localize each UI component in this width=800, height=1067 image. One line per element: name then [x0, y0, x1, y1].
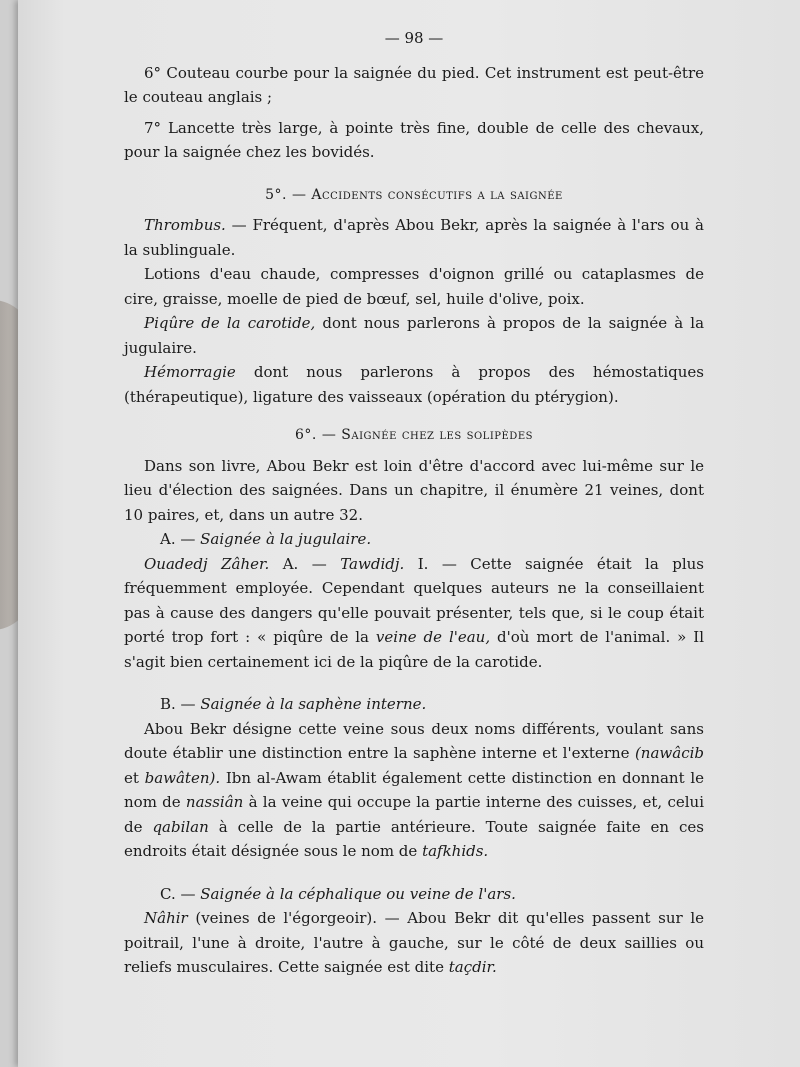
- section-heading-solipedes: 6°. — Saignée chez les solipèdes: [295, 427, 533, 443]
- paragraph-couteau: 6° Couteau courbe pour la saignée du pied. Cet instrument est peut-être le couteau anglais ;: [124, 63, 704, 106]
- paragraph-nahir: [124, 906, 704, 980]
- paragraph-livre: Dans son livre, Abou Bekr est loin d'être d'accord avec lui-même sur le lieu d'élection des saignées. Dans un chapitre, il énumère 21 veines, dont 10 paires, et, dans un autre 32.: [124, 456, 704, 524]
- book-page: [18, 0, 800, 1067]
- ouadedj-text-2: I. — Cette saignée était la plus fréquemment employée. Cependant quelques auteurs ne la conseillaient pas à cause des dangers qu'elle pouvait présenter, tels que, si le coup était porté trop fort : « piqûre de la: [124, 554, 704, 646]
- saphene-text-1: Abou Bekr désigne cette veine sous deux noms différents, voulant sans doute établir une distinction entre la saphène interne et l'externe: [124, 719, 704, 762]
- piqure-text: dont nous parlerons à propos de la saignée à la jugulaire.: [124, 314, 705, 357]
- saphene-text-4: à la veine qui occupe la partie interne des cuisses, et, celui de: [124, 793, 704, 836]
- paragraph-saphene: [124, 717, 704, 864]
- term-veine-eau: veine de l'eau,: [375, 628, 491, 646]
- subsection-a-title: Saignée à la jugulaire.: [195, 530, 372, 548]
- paragraph-ouadedj: [124, 552, 704, 675]
- page-number: — 98 —: [384, 29, 444, 47]
- thrombus-text: — Fréquent, d'après Abou Bekr, après la saignée à l'ars ou à la sublinguale.: [124, 216, 704, 259]
- ouadedj-text-3: d'où mort de l'animal. » Il s'agit bien certainement ici de la piqûre de la carotide.: [124, 628, 705, 671]
- saphene-text-2: et: [124, 768, 145, 787]
- subsection-c-letter: C. —: [160, 884, 196, 903]
- subsection-a-letter: A. —: [160, 530, 196, 548]
- paragraph-hemorragie: [124, 360, 704, 409]
- section-heading-accidents: 5°. — Accidents consécutifs a la saignée: [265, 186, 563, 203]
- term-piqure: Piqûre de la carotide,: [144, 314, 316, 332]
- subsection-b-letter: B. —: [160, 695, 196, 713]
- page-text: [124, 26, 704, 980]
- subsection-a-heading: [124, 527, 704, 552]
- term-thrombus: Thrombus.: [144, 216, 226, 234]
- paragraph-lotions: Lotions d'eau chaude, compresses d'oignon grillé ou cataplasmes de cire, graisse, moelle de pied de bœuf, sel, huile d'olive, poix.: [124, 265, 704, 308]
- ouadedj-text-1: A. —: [269, 554, 341, 573]
- subsection-c-title: Saignée à la céphalique ou veine de l'ars.: [195, 884, 516, 903]
- subsection-b-heading: [124, 692, 704, 717]
- term-tacdir: taçdir.: [448, 958, 497, 976]
- term-hemorragie: Hémorragie: [144, 363, 236, 381]
- term-bawaten: bawâten).: [144, 768, 221, 787]
- term-nassian: nassiân: [185, 793, 244, 811]
- term-qabilan: qabilan: [152, 817, 209, 836]
- saphene-text-5: à celle de la partie antérieure. Toute saignée faite en ces endroits était désignée sous le nom de: [124, 817, 704, 860]
- saphene-text-3: Ibn al-Awam établit également cette distinction en donnant le nom de: [124, 768, 704, 811]
- subsection-c-heading: [124, 882, 704, 907]
- hemorragie-text: dont nous parlerons à propos des hémostatiques (thérapeutique), ligature des vaisseaux (opération du ptérygion).: [124, 363, 704, 406]
- nahir-text: (veines de l'égorgeoir). — Abou Bekr dit qu'elles passent sur le poitrail, l'une à droite, l'autre à gauche, sur le côté de deux saillies ou reliefs musculaires. Cette saignée est dite: [124, 909, 704, 976]
- term-tafkhids: tafkhids.: [422, 842, 489, 860]
- term-nawacib: (nawâcib: [634, 744, 704, 762]
- subsection-b-title: Saignée à la saphène interne.: [195, 695, 427, 713]
- term-ouadedj: Ouadedj Zâher.: [144, 554, 270, 573]
- term-tawdidj: Tawdidj.: [340, 554, 405, 573]
- paragraph-lancette: 7° Lancette très large, à pointe très fine, double de celle des chevaux, pour la saignée chez les bovidés.: [124, 118, 704, 161]
- term-nahir: Nâhir: [144, 909, 188, 927]
- paragraph-piqure: [124, 311, 704, 360]
- paragraph-thrombus: [124, 213, 704, 262]
